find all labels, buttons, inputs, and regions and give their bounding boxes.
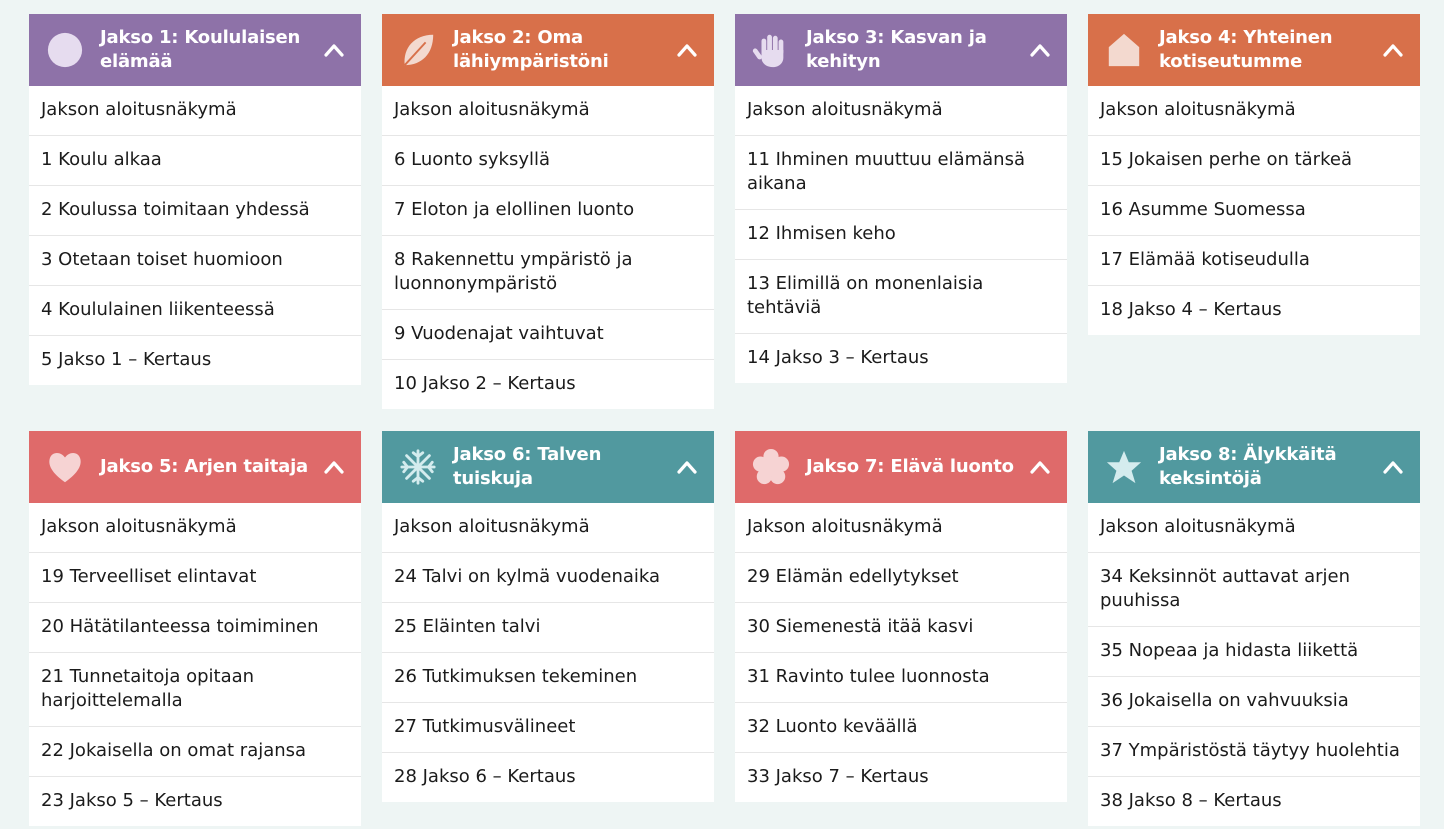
section-header-3[interactable] [735,14,1067,86]
lesson-link[interactable]: 9 Vuodenajat vaihtuvat [382,309,714,359]
lesson-link[interactable]: 27 Tutkimusvälineet [382,702,714,752]
section-card-5 [29,431,361,826]
lesson-link[interactable]: 4 Koululainen liikenteessä [29,285,361,335]
lesson-link[interactable]: 28 Jakso 6 – Kertaus [382,752,714,802]
section-start-link[interactable]: Jakson aloitusnäkymä [41,516,237,537]
leaf-icon [398,30,438,70]
section-card-6 [382,431,714,802]
lesson-link[interactable]: 35 Nopeaa ja hidasta liikettä [1088,626,1420,676]
section-start-link[interactable]: Jakson aloitusnäkymä [394,516,590,537]
section-card-8 [1088,431,1420,826]
section-title: Jakso 6: Talven tuiskuja [453,444,602,489]
chevron-up-icon[interactable] [321,37,347,63]
lesson-link[interactable]: 29 Elämän edellytykset [735,552,1067,602]
lesson-link[interactable]: 24 Talvi on kylmä vuodenaika [382,552,714,602]
section-start-link[interactable]: Jakson aloitusnäkymä [747,99,943,120]
section-title: Jakso 3: Kasvan ja kehityn [806,27,987,72]
section-card-4 [1088,14,1420,335]
lesson-link[interactable]: 20 Hätätilanteessa toimiminen [29,602,361,652]
lesson-link[interactable]: 38 Jakso 8 – Kertaus [1088,776,1420,826]
section-header-7[interactable] [735,431,1067,503]
star-icon [1104,447,1144,487]
section-header-6[interactable] [382,431,714,503]
lesson-link[interactable]: 19 Terveelliset elintavat [29,552,361,602]
snowflake-icon [398,447,438,487]
lesson-link[interactable]: 30 Siemenestä itää kasvi [735,602,1067,652]
section-title: Jakso 4: Yhteinen kotiseutumme [1159,27,1333,72]
section-item-list [382,503,714,802]
heart-icon [45,447,85,487]
chevron-up-icon[interactable] [321,454,347,480]
section-start-link[interactable]: Jakson aloitusnäkymä [41,99,237,120]
section-start-link[interactable]: Jakson aloitusnäkymä [1100,99,1296,120]
section-title: Jakso 2: Oma lähiympäristöni [453,27,609,72]
flower-icon [751,447,791,487]
chevron-up-icon[interactable] [1380,454,1406,480]
chevron-up-icon[interactable] [674,37,700,63]
section-item-list [735,86,1067,383]
section-title: Jakso 8: Älykkäitä keksintöjä [1159,444,1337,489]
lesson-link[interactable]: 17 Elämää kotiseudulla [1088,235,1420,285]
lesson-link[interactable]: 25 Eläinten talvi [382,602,714,652]
lesson-link[interactable]: 18 Jakso 4 – Kertaus [1088,285,1420,335]
section-title: Jakso 1: Koululaisen elämää [100,27,301,72]
lesson-link[interactable]: 36 Jokaisella on vahvuuksia [1088,676,1420,726]
section-item-list [1088,503,1420,826]
section-item-list [1088,86,1420,335]
lesson-link[interactable]: 37 Ympäristöstä täytyy huolehtia [1088,726,1420,776]
lesson-link[interactable]: 11 Ihminen muuttuu elämänsä aikana [735,135,1067,209]
section-card-3 [735,14,1067,383]
lesson-link[interactable]: 26 Tutkimuksen tekeminen [382,652,714,702]
circle-icon [45,30,85,70]
sections-grid [29,14,1420,826]
section-start-link[interactable]: Jakson aloitusnäkymä [1100,516,1296,537]
lesson-link[interactable]: 13 Elimillä on monenlaisia tehtäviä [735,259,1067,333]
section-card-1 [29,14,361,385]
lesson-link[interactable]: 3 Otetaan toiset huomioon [29,235,361,285]
lesson-link[interactable]: 32 Luonto keväällä [735,702,1067,752]
section-header-1[interactable] [29,14,361,86]
section-header-8[interactable] [1088,431,1420,503]
lesson-link[interactable]: 7 Eloton ja elollinen luonto [382,185,714,235]
section-header-5[interactable] [29,431,361,503]
lesson-link[interactable]: 34 Keksinnöt auttavat arjen puuhissa [1088,552,1420,626]
section-start-link[interactable]: Jakson aloitusnäkymä [394,99,590,120]
section-start-link[interactable]: Jakson aloitusnäkymä [747,516,943,537]
section-item-list [29,503,361,826]
lesson-link[interactable]: 23 Jakso 5 – Kertaus [29,776,361,826]
lesson-link[interactable]: 8 Rakennettu ympäristö ja luonnonympäristö [382,235,714,309]
chevron-up-icon[interactable] [1027,454,1053,480]
section-title: Jakso 5: Arjen taitaja [100,456,309,477]
section-title: Jakso 7: Elävä luonto [806,456,1014,477]
lesson-link[interactable]: 14 Jakso 3 – Kertaus [735,333,1067,383]
section-header-2[interactable] [382,14,714,86]
hand-icon [751,30,791,70]
chevron-up-icon[interactable] [674,454,700,480]
lesson-link[interactable]: 10 Jakso 2 – Kertaus [382,359,714,409]
lesson-link[interactable]: 22 Jokaisella on omat rajansa [29,726,361,776]
lesson-link[interactable]: 2 Koulussa toimitaan yhdessä [29,185,361,235]
section-card-7 [735,431,1067,802]
lesson-link[interactable]: 5 Jakso 1 – Kertaus [29,335,361,385]
chevron-up-icon[interactable] [1380,37,1406,63]
section-item-list [382,86,714,409]
section-item-list [29,86,361,385]
section-item-list [735,503,1067,802]
lesson-link[interactable]: 15 Jokaisen perhe on tärkeä [1088,135,1420,185]
chevron-up-icon[interactable] [1027,37,1053,63]
lesson-link[interactable]: 21 Tunnetaitoja opitaan harjoittelemalla [29,652,361,726]
section-header-4[interactable] [1088,14,1420,86]
lesson-link[interactable]: 33 Jakso 7 – Kertaus [735,752,1067,802]
lesson-link[interactable]: 31 Ravinto tulee luonnosta [735,652,1067,702]
lesson-link[interactable]: 16 Asumme Suomessa [1088,185,1420,235]
house-icon [1104,30,1144,70]
lesson-link[interactable]: 12 Ihmisen keho [735,209,1067,259]
lesson-link[interactable]: 6 Luonto syksyllä [382,135,714,185]
section-card-2 [382,14,714,409]
lesson-link[interactable]: 1 Koulu alkaa [29,135,361,185]
